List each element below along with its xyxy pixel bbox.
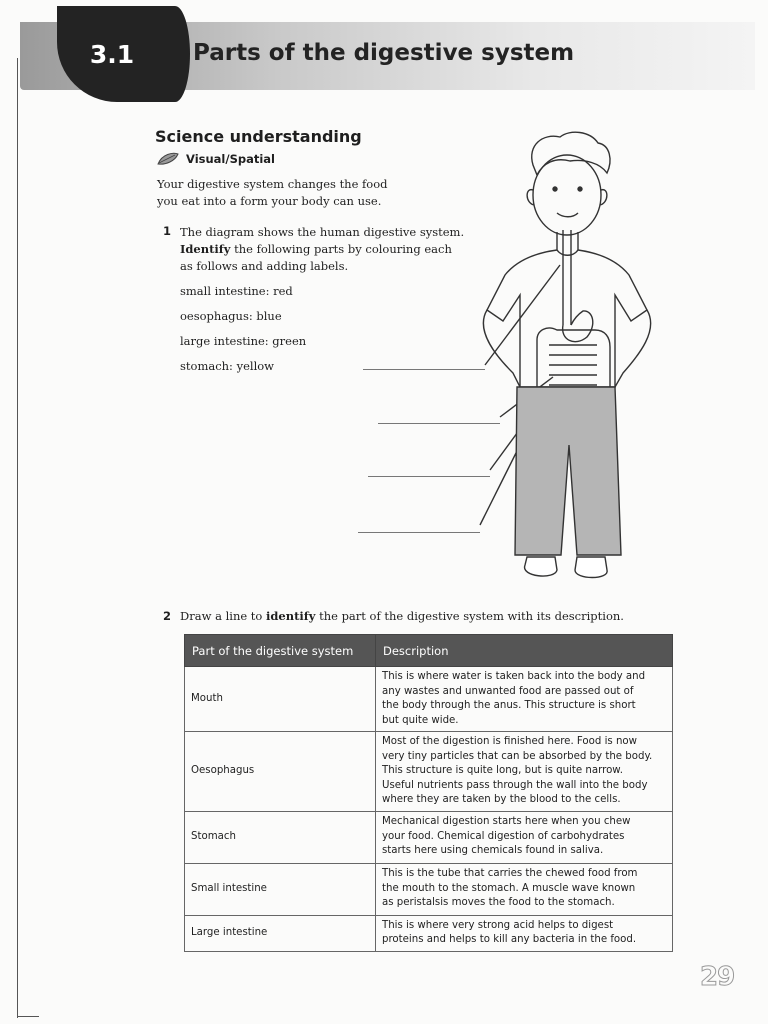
question-1-line: The diagram shows the human digestive system. <box>180 225 465 239</box>
colour-instruction-large-intestine: large intestine: green <box>180 334 307 348</box>
question-2-text-end: the part of the digestive system with its description. <box>315 609 624 623</box>
question-1-line <box>180 241 480 258</box>
figure-trousers <box>515 387 621 555</box>
colour-instruction-small-intestine: small intestine: red <box>180 284 293 298</box>
left-margin-rule-foot <box>17 1016 39 1017</box>
description-line: the body through the anus. This structure is short <box>382 700 636 711</box>
question-1-number: 1 <box>163 224 172 238</box>
description-line: your food. Chemical digestion of carbohydrates <box>382 830 625 842</box>
description-line: proteins and helps to kill any bacteria in the food. <box>382 934 637 945</box>
description-line: Mechanical digestion starts here when you chew <box>382 816 631 828</box>
table-row <box>185 732 673 812</box>
figure-shirt <box>487 250 647 387</box>
description-line: any wastes and unwanted food are passed out of <box>382 685 634 697</box>
page-title: Parts of the digestive system <box>193 40 575 66</box>
identify-bold: identify <box>266 609 316 623</box>
colour-instruction-oesophagus: oesophagus: blue <box>180 309 282 323</box>
figure-leader-line <box>485 265 560 365</box>
table-row <box>185 863 673 915</box>
figure-head <box>533 155 601 235</box>
question-2-text <box>180 609 624 623</box>
part-cell[interactable]: Stomach <box>185 811 376 863</box>
part-cell[interactable]: Small intestine <box>185 863 376 915</box>
intro-line: you eat into a form your body can use. <box>157 194 382 208</box>
intelligence-tag <box>157 152 275 166</box>
figure-eye <box>553 187 557 191</box>
description-cell[interactable] <box>376 732 673 812</box>
identify-bold: Identify <box>180 242 231 256</box>
figure-arm-left <box>483 310 520 387</box>
page-number: 29 <box>700 962 735 992</box>
question-1-text <box>180 224 480 275</box>
section-number: 3.1 <box>89 39 135 69</box>
description-line: starts here using chemicals found in saliva. <box>382 845 604 857</box>
part-cell[interactable]: Large intestine <box>185 915 376 951</box>
description-line: This structure is quite long, but is quite narrow. <box>382 765 623 776</box>
left-margin-rule <box>17 58 18 1018</box>
figure-shoe-left <box>525 557 557 576</box>
table-header-row <box>185 635 673 667</box>
figure-hair <box>532 132 610 175</box>
part-cell[interactable]: Oesophagus <box>185 732 376 812</box>
label-blank-line[interactable] <box>358 532 480 533</box>
question-2-text-start: Draw a line to <box>180 609 267 623</box>
figure-arm-right <box>615 310 651 387</box>
figure-mouth <box>557 213 578 217</box>
description-line: This is where very strong acid helps to digest <box>382 919 614 931</box>
digestive-system-figure <box>465 125 690 595</box>
description-line: Most of the digestion is finished here. Food is now <box>382 736 637 747</box>
description-cell[interactable] <box>376 915 673 951</box>
description-cell[interactable] <box>376 667 673 732</box>
description-cell[interactable] <box>376 811 673 863</box>
figure-small-intestine <box>549 345 597 385</box>
description-line: very tiny particles that can be absorbed by the body. <box>382 750 653 762</box>
description-line: the mouth to the stomach. A muscle wave known <box>382 882 636 894</box>
question-1-line-rest: the following parts by colouring each <box>230 242 452 256</box>
question-2-number: 2 <box>163 609 172 623</box>
description-line: This is where water is taken back into the body and <box>382 671 646 682</box>
figure-oesophagus <box>563 230 571 325</box>
description-line: where they are taken by the blood to the cells. <box>382 794 621 805</box>
digestive-parts-table <box>184 634 673 952</box>
table-row <box>185 915 673 951</box>
part-cell[interactable]: Mouth <box>185 667 376 732</box>
colour-instruction-stomach: stomach: yellow <box>180 359 275 373</box>
leaf-icon <box>157 152 179 166</box>
question-1-line: as follows and adding labels. <box>180 259 349 273</box>
intro-line: Your digestive system changes the food <box>157 177 388 191</box>
figure-shoe-right <box>575 557 607 578</box>
description-line: but quite wide. <box>382 714 459 726</box>
description-line: as peristalsis moves the food to the stomach. <box>382 897 615 909</box>
table-row <box>185 811 673 863</box>
intelligence-label: Visual/Spatial <box>186 152 275 166</box>
figure-eye <box>578 187 582 191</box>
intro-text <box>157 176 417 210</box>
table-row <box>185 667 673 732</box>
description-line: Useful nutrients pass through the wall into the body <box>382 779 648 791</box>
column-header-description: Description <box>376 635 673 667</box>
column-header-part: Part of the digestive system <box>185 635 376 667</box>
figure-stomach <box>563 311 593 342</box>
description-cell[interactable] <box>376 863 673 915</box>
section-heading: Science understanding <box>155 127 362 146</box>
description-line: This is the tube that carries the chewed food from <box>382 868 638 880</box>
